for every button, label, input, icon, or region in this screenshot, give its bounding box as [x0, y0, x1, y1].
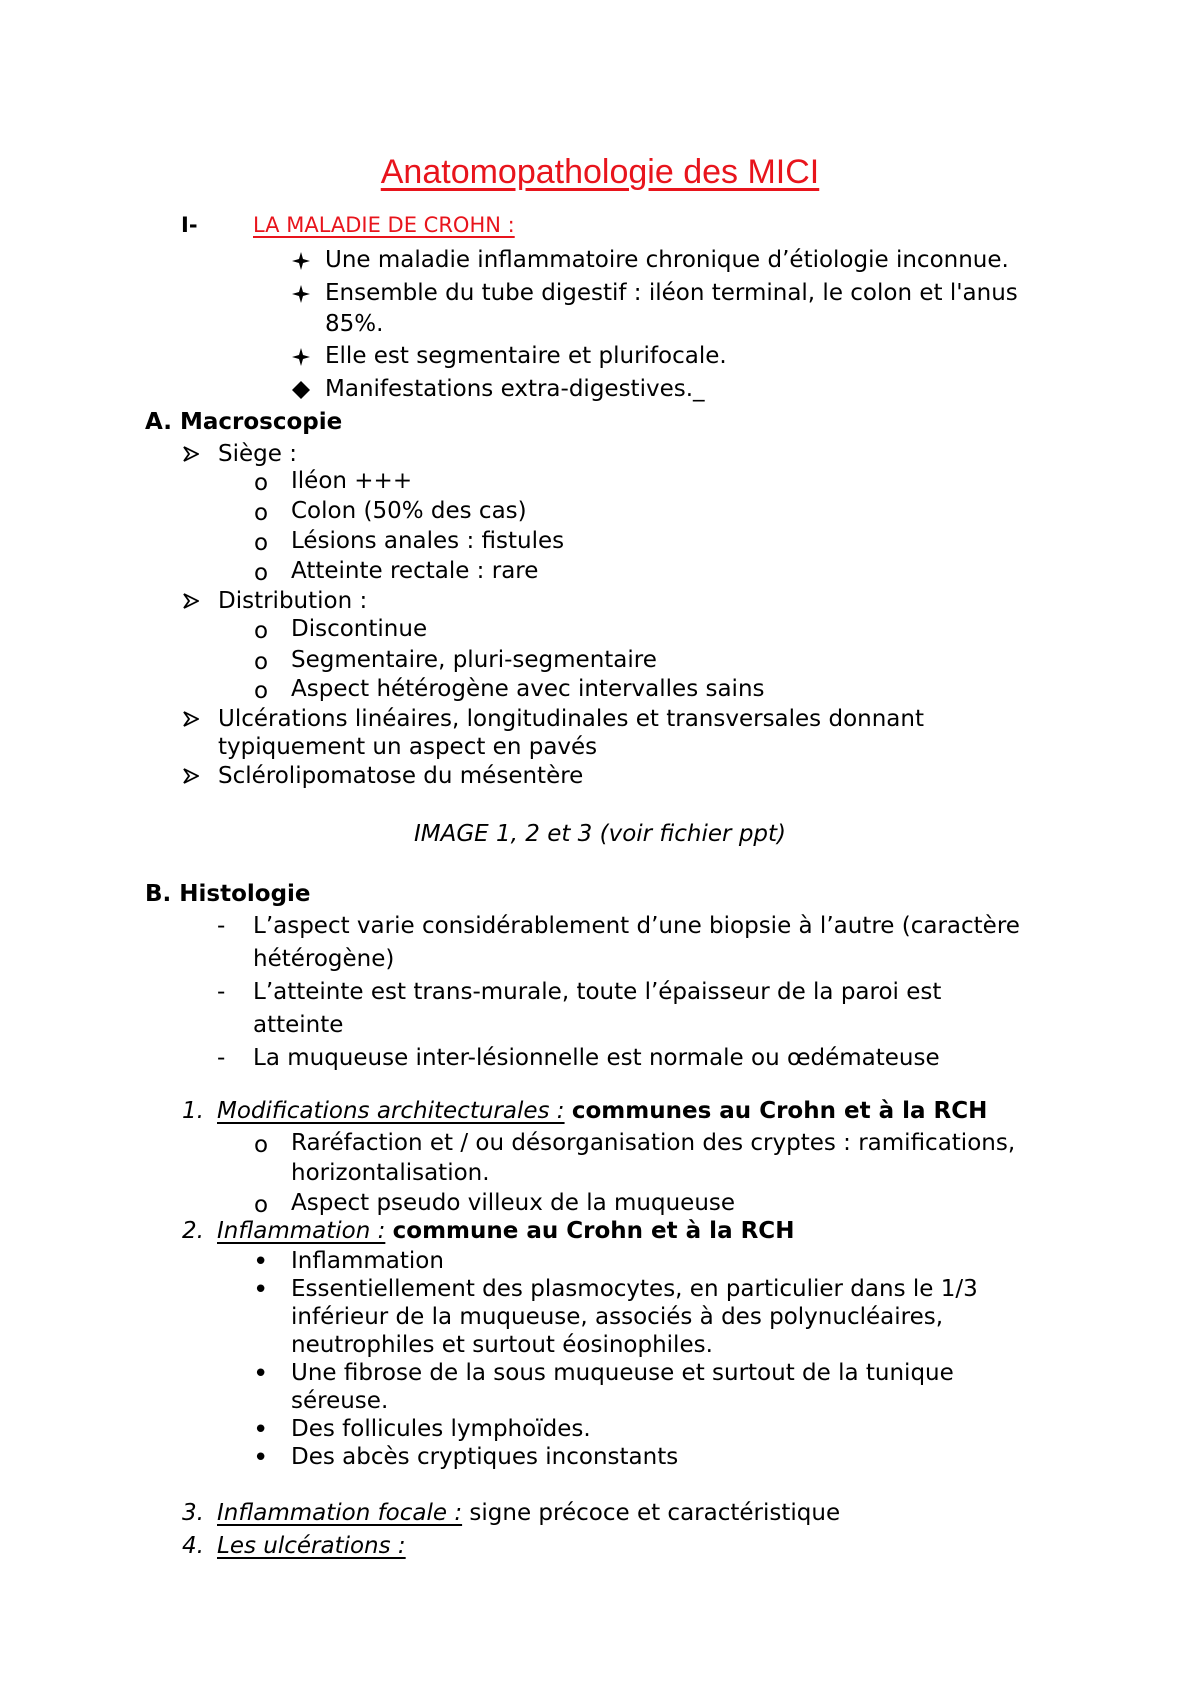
siege-item: Iléon +++: [291, 468, 413, 494]
arrow-bullet-icon: [183, 768, 199, 784]
bullet-dot-icon: •: [253, 1443, 269, 1473]
item-1-row: [217, 1100, 987, 1123]
dash-bullet: -: [217, 1045, 226, 1071]
siege-item: Lésions anales : fistules: [291, 528, 565, 554]
item-2-bullet: Essentiellement des plasmocytes, en particulier dans le 1/3: [291, 1276, 978, 1302]
histologie-heading: B. Histologie: [145, 881, 311, 907]
item-number: 2.: [182, 1218, 204, 1244]
section-heading: LA MALADIE DE CROHN :: [253, 213, 515, 237]
distribution-item: Aspect hétérogène avec intervalles sains: [291, 676, 765, 702]
histologie-line-continued: hétérogène): [253, 946, 395, 972]
bullet-text: Manifestations extra-digestives._: [325, 376, 705, 402]
histologie-line: L’aspect varie considérablement d’une biopsie à l’autre (caractère: [253, 913, 1020, 939]
item-3-row: [217, 1502, 840, 1525]
bullet-text: Elle est segmentaire et plurifocale.: [325, 343, 727, 369]
image-reference-note: IMAGE 1, 2 et 3 (voir fichier ppt): [413, 821, 787, 847]
item-1-sub-continued: horizontalisation.: [291, 1160, 490, 1186]
section-number: I-: [181, 213, 198, 237]
ulcerations-text: Ulcérations linéaires, longitudinales et transversales donnant: [218, 706, 924, 732]
histologie-line-continued: atteinte: [253, 1012, 344, 1038]
item-2-bullet-continued: inférieur de la muqueuse, associés à des polynucléaires,: [291, 1304, 944, 1330]
distribution-label: Distribution :: [218, 588, 368, 614]
ulcerations-text-continued: typiquement un aspect en pavés: [218, 734, 598, 760]
siege-label: Siège :: [218, 441, 297, 467]
item-1-sub: Aspect pseudo villeux de la muqueuse: [291, 1190, 736, 1216]
item-2-bullet-continued: neutrophiles et surtout éosinophiles.: [291, 1332, 713, 1358]
item-2-bullet: Une fibrose de la sous muqueuse et surtout de la tunique: [291, 1360, 954, 1386]
diamond-star-bullet-icon: [292, 348, 310, 366]
item-1-label: Modifications architecturales :: [217, 1098, 565, 1124]
macroscopie-heading: A. Macroscopie: [145, 409, 343, 435]
item-1-bold: communes au Crohn et à la RCH: [571, 1098, 988, 1124]
item-2-bold: commune au Crohn et à la RCH: [392, 1218, 795, 1244]
arrow-bullet-icon: [183, 593, 199, 609]
item-2-bullet: Inflammation: [291, 1248, 444, 1274]
item-3-label: Inflammation focale :: [217, 1500, 463, 1526]
bullet-text-continued: 85%.: [325, 311, 384, 337]
circle-bullet-icon: o: [254, 1132, 269, 1158]
bullet-dot-icon: •: [253, 1247, 269, 1277]
distribution-item: Segmentaire, pluri-segmentaire: [291, 647, 657, 673]
bullet-text: Une maladie inflammatoire chronique d’étiologie inconnue.: [325, 247, 1009, 273]
arrow-bullet-icon: [183, 446, 199, 462]
diamond-star-bullet-icon: [292, 285, 310, 303]
siege-item: Colon (50% des cas): [291, 498, 527, 524]
page-title: Anatomopathologie des MICI: [380, 153, 820, 191]
bullet-dot-icon: •: [253, 1359, 269, 1389]
sclerolipomatose-text: Sclérolipomatose du mésentère: [218, 763, 584, 789]
item-2-label: Inflammation :: [217, 1218, 386, 1244]
circle-bullet-icon: o: [254, 560, 269, 586]
item-3-text: signe précoce et caractéristique: [469, 1500, 841, 1526]
circle-bullet-icon: o: [254, 678, 269, 704]
distribution-item: Discontinue: [291, 616, 428, 642]
dash-bullet: -: [217, 979, 226, 1005]
diamond-star-bullet-icon: [292, 252, 310, 270]
dash-bullet: -: [217, 913, 226, 939]
bullet-dot-icon: •: [253, 1275, 269, 1305]
circle-bullet-icon: o: [254, 1192, 269, 1218]
item-4-label: Les ulcérations :: [217, 1533, 406, 1559]
item-1-sub: Raréfaction et / ou désorganisation des cryptes : ramifications,: [291, 1130, 1016, 1156]
item-2-bullet: Des follicules lymphoïdes.: [291, 1416, 591, 1442]
item-number: 3.: [182, 1500, 204, 1526]
item-number: 4.: [182, 1533, 204, 1559]
circle-bullet-icon: o: [254, 618, 269, 644]
bullet-dot-icon: •: [253, 1415, 269, 1445]
siege-item: Atteinte rectale : rare: [291, 558, 539, 584]
bullet-text: Ensemble du tube digestif : iléon terminal, le colon et l'anus: [325, 280, 1018, 306]
item-number: 1.: [182, 1098, 204, 1124]
item-2-bullet-continued: séreuse.: [291, 1388, 389, 1414]
item-2-row: [217, 1220, 794, 1243]
histologie-line: La muqueuse inter-lésionnelle est normale ou œdémateuse: [253, 1045, 940, 1071]
arrow-bullet-icon: [183, 711, 199, 727]
circle-bullet-icon: o: [254, 530, 269, 556]
histologie-line: L’atteinte est trans-murale, toute l’épaisseur de la paroi est: [253, 979, 942, 1005]
circle-bullet-icon: o: [254, 649, 269, 675]
circle-bullet-icon: o: [254, 470, 269, 496]
diamond-bullet-icon: [292, 381, 310, 399]
item-2-bullet: Des abcès cryptiques inconstants: [291, 1444, 679, 1470]
circle-bullet-icon: o: [254, 500, 269, 526]
